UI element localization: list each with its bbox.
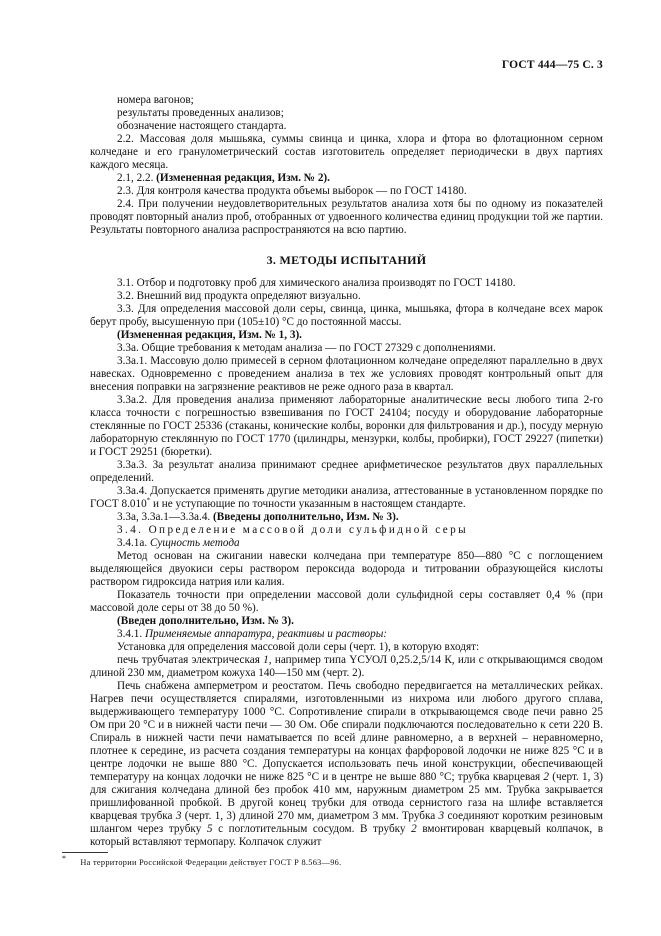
list-item: обозначение настоящего стандарта.: [117, 120, 287, 132]
amendment-note: [90, 172, 603, 185]
paragraph-3-1: 3.1. Отбор и подготовку проб для химического анализа производят по ГОСТ 14180.: [117, 277, 516, 289]
paragraph-3-3a-3: 3.3а.3. За результат анализа принимают среднее арифметическое результатов двух параллельных определений.: [90, 459, 603, 484]
footnote: [62, 854, 602, 868]
item-number: 1: [263, 654, 269, 666]
paragraph-2-4: 2.4. При получении неудовлетворительных результатов анализа хотя бы по одному из показателей проводят повторный анализ проб, отобранных от удвоенного количества единиц продукции той же партии. Результаты повторного анализа распространяются на всю партию.: [90, 198, 603, 236]
amendment-note: (Измененная редакция, Изм. № 1, 3).: [117, 329, 302, 341]
document-body: [90, 94, 603, 849]
paragraph-3-3a: 3.3а. Общие требования к методам анализа — по ГОСТ 27329 с дополнениями.: [117, 342, 496, 354]
item-number: 3: [438, 810, 445, 822]
list-item: номера вагонов;: [117, 94, 194, 106]
paragraph-3-3a-2: 3.3а.2. Для проведения анализа применяют лабораторные аналитические весы любого типа 2-го класса точности с погрешностью взвешивания по ГОСТ 24104; посуду и оборудование лабораторные стеклянные по ГОСТ 25336 (стаканы, конические колбы, воронки для фильтрования и др.), посуду мерную лабораторную стеклянную по ГОСТ 1770 (цилиндры, мензурки, колбы, пробирки), ГОСТ 29227 (пипетки) и ГОСТ 29251 (бюретки).: [90, 394, 603, 458]
section-title: 3. МЕТОДЫ ИСПЫТАНИЙ: [266, 253, 427, 267]
item-number: 3: [175, 810, 182, 822]
method-description: Метод основан на сжигании навески колчедана при температуре 850—880 °С с поглощением выделяющейся двуокиси серы раствором пероксида водорода и титровании образующейся кислоты раствором гидроксида натрия или калия.: [90, 550, 603, 588]
paragraph-text: печь трубчатая электрическая: [117, 654, 264, 666]
item-number: 5: [206, 823, 213, 835]
subsection-heading: [90, 628, 603, 641]
paragraph-2-3: 2.3. Для контроля качества продукта объемы выборок — по ГОСТ 14180.: [117, 185, 467, 197]
amendment-note: [90, 511, 603, 524]
clause-ref: 3.4.1а.: [117, 537, 150, 549]
footnote-mark: *: [62, 854, 67, 863]
clause-ref: 3.3а, 3.3а.1—3.3а.4.: [117, 511, 214, 523]
footnote-mark: *: [146, 496, 151, 505]
paragraph-3-3: 3.3. Для определения массовой доли серы, свинца, цинка, мышьяка, фтора в колчедане всех марок берут пробу, высушенную при (105±10) °С до постоянной массы.: [90, 303, 603, 328]
paragraph-text: (черт. 1, 3) длиной 270 мм, диаметром 3 мм. Трубка: [181, 810, 439, 822]
accuracy-note: Показатель точности при определении массовой доли сульфидной серы составляет 0,4 % (при массовой доле серы от 38 до 50 %).: [90, 589, 603, 614]
footnote-text: На территории Российской Федерации действует ГОСТ Р 8.563—96.: [80, 858, 342, 867]
paragraph-3-3a-1: 3.3а.1. Массовую долю примесей в серном флотационном колчедане определяют параллельно в двух навесках. Одновременно с проведением анализа в тех же условиях проводят контрольный опыт для внесения поправки на загрязнение реактивов не реже одного раза в квартал.: [90, 355, 603, 393]
item-number: 2: [543, 771, 550, 783]
clause-ref: 2.1, 2.2.: [117, 172, 157, 184]
paragraph-text: Печь снабжена амперметром и реостатом. Печь свободно передвигается на металлических рейках. Нагрев печи осуществляется спиралями, изготовленными из нихрома или любого другого сплава, выдерживающего температуру 1000 °С. Сопротивление спирали в открывающемся своде печи равно 25 Ом при 20 °С и в нижней части печи — 30 Ом. Обе спирали подключаются последовательно к сети 220 В. Спираль в нижней части печи наматывается по всей длине равномерно, а в верхней – неравномерно, плотнее к середине, из расчета создания температуры на концах фарфоровой лодочки не ниже 825 °С и в центре лодочки не выше 880 °С. Допускается использовать печь иной конструкции, обеспечивающей температуру на концах лодочки не ниже 825 °С и в центре не выше 880 °С; трубка кварцевая: [90, 680, 603, 783]
clause-ref: 3.4.1.: [117, 628, 145, 640]
paragraph-furnace: [90, 654, 603, 680]
amendment-text: (Введены дополнительно, Изм. № 3).: [213, 511, 399, 523]
heading-text: Сущность метода: [149, 537, 240, 549]
footnote-divider: [62, 852, 108, 853]
item-number: 2: [411, 823, 417, 835]
page-header: ГОСТ 444—75 С. 3: [501, 59, 603, 71]
paragraph-3-2: 3.2. Внешний вид продукта определяют визуально.: [117, 290, 361, 302]
paragraph-text: с поглотительным сосудом. В трубку: [212, 823, 412, 835]
amendment-text: (Измененная редакция, Изм. № 2).: [156, 172, 330, 184]
heading-text: Применяемые аппаратура, реактивы и растворы:: [144, 628, 388, 640]
paragraph-furnace-details: [90, 680, 603, 849]
paragraph-text: вмонтирован кварцевый колпачок, в который вставляют термопару. Колпачок служит: [90, 823, 604, 848]
paragraph-apparatus: Установка для определения массовой доли серы (черт. 1), в которую входят:: [117, 641, 480, 653]
paragraph-text: , например типа ҮСУОЛ 0,25.2,5/14 К, или с открывающимся сводом длиной 230 мм, диаметром кожуха 140—150 мм (черт. 2).: [90, 654, 604, 679]
paragraph-text: (черт. 1, 3) для сжигания колчедана длиной без пробок 410 мм, наружным диаметром 25 мм. Трубка закрывается пришлифованной пробкой. В другой конец трубки для отвода сернистого газа на шлифе вставляется кварцевая трубка: [90, 771, 603, 822]
subsection-heading: [90, 537, 603, 550]
paragraph-text: 3.3а.4. Допускается применять другие методики анализа, аттестованные в установленном порядке по ГОСТ 8.010: [90, 485, 603, 510]
amendment-note: (Введен дополнительно, Изм. № 3).: [117, 615, 294, 627]
paragraph-3-3a-4: [90, 485, 603, 511]
subsection-title: 3.4. Определение массовой доли сульфидной серы: [117, 524, 469, 536]
paragraph-text: и не уступающие по точности указанным в настоящем стандарте.: [150, 498, 466, 510]
paragraph-2-2: 2.2. Массовая доля мышьяка, суммы свинца и цинка, хлора и фтора во флотационном серном колчедане и его гранулометрический состав изготовитель определяет периодически в двух партиях каждого месяца.: [90, 133, 603, 171]
paragraph-text: соединяют коротким резиновым шлангом через трубку: [90, 810, 603, 835]
list-item: результаты проведенных анализов;: [117, 107, 284, 119]
